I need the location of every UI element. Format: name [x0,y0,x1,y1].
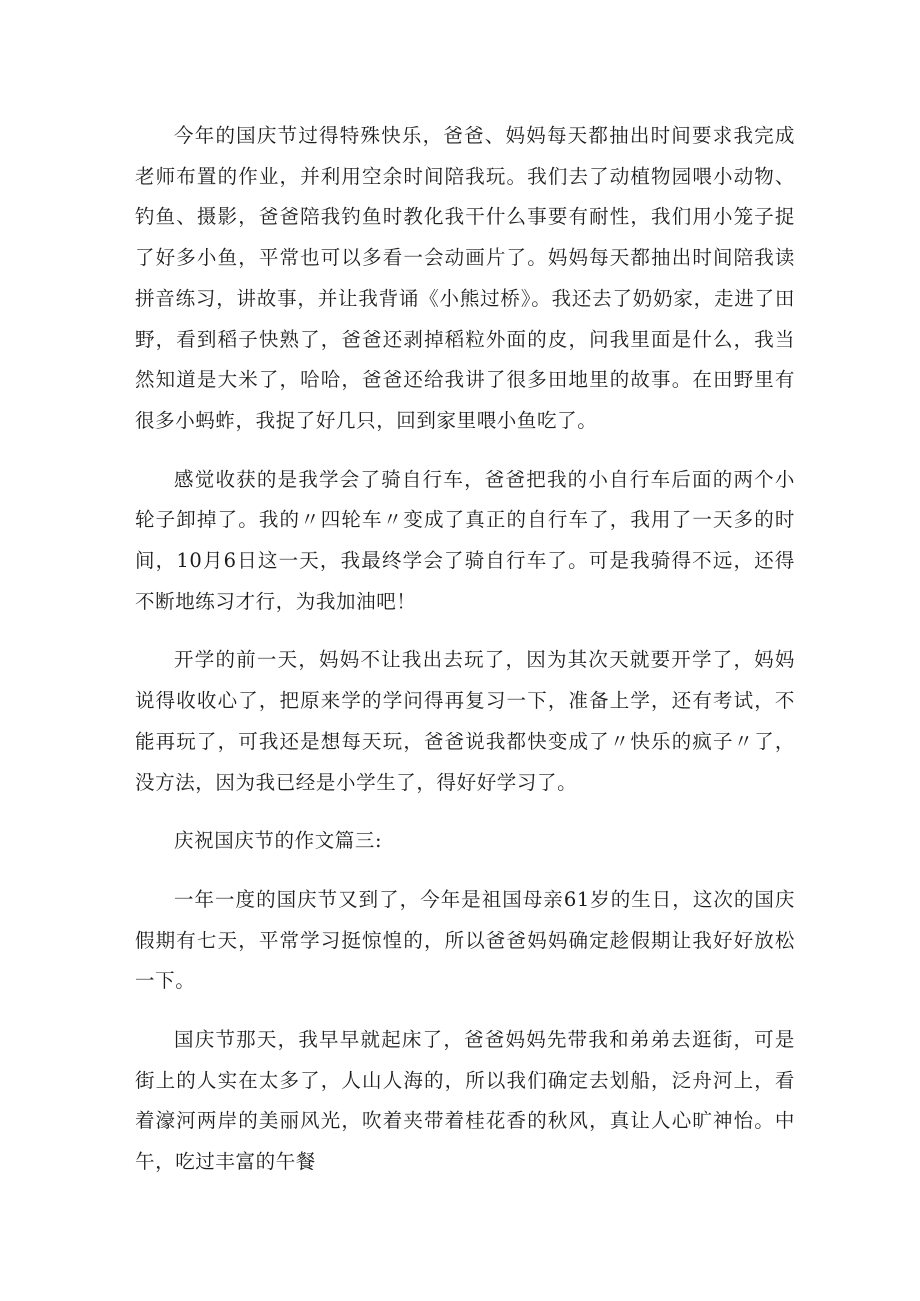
document-body [135,116,795,1201]
paragraph-learning-bicycle: 感觉收获的是我学会了骑自行车，爸爸把我的小自行车后面的两个小轮子卸掉了。我的〃四轮车〃变成了真正的自行车了，我用了一天多的时间，10月6日这一天，我最终学会了骑自行车了。可是我骑得不远，还得不断地练习才行，为我加油吧！ [135,467,795,613]
paragraph-national-day-activities: 今年的国庆节过得特殊快乐，爸爸、妈妈每天都抽出时间要求我完成老师布置的作业，并利用空余时间陪我玩。我们去了动植物园喂小动物、钓鱼、摄影，爸爸陪我钓鱼时教化我干什么事要有耐性，我们用小笼子捉了好多小鱼，平常也可以多看一会动画片了。妈妈每天都抽出时间陪我读拼音练习，讲故事，并让我背诵《小熊过桥》。我还去了奶奶家，走进了田野，看到稻子快熟了，爸爸还剥掉稻粒外面的皮，问我里面是什么，我当然知道是大米了，哈哈，爸爸还给我讲了很多田地里的故事。在田野里有很多小蚂蚱，我捉了好几只，回到家里喂小鱼吃了。 [135,124,795,432]
section-heading: 庆祝国庆节的作文篇三: [174,829,383,853]
paragraph-holiday-intro: 一年一度的国庆节又到了，今年是祖国母亲61岁的生日，这次的国庆假期有七天，平常学习挺惊惶的，所以爸爸妈妈确定趁假期让我好好放松一下。 [135,887,795,993]
paragraph-national-day-outing: 国庆节那天，我早早就起床了，爸爸妈妈先带我和弟弟去逛街，可是街上的人实在太多了，人山人海的，所以我们确定去划船，泛舟河上，看着濠河两岸的美丽风光，吹着夹带着桂花香的秋风，真让人心旷神怡。中午，吃过丰富的午餐 [135,1028,795,1174]
paragraph-before-school: 开学的前一天，妈妈不让我出去玩了，因为其次天就要开学了，妈妈说得收收心了，把原来学的学问得再复习一下，准备上学，还有考试，不能再玩了，可我还是想每天玩，爸爸说我都快变成了〃快乐的疯子〃了，没方法，因为我已经是小学生了，得好好学习了。 [135,648,795,794]
